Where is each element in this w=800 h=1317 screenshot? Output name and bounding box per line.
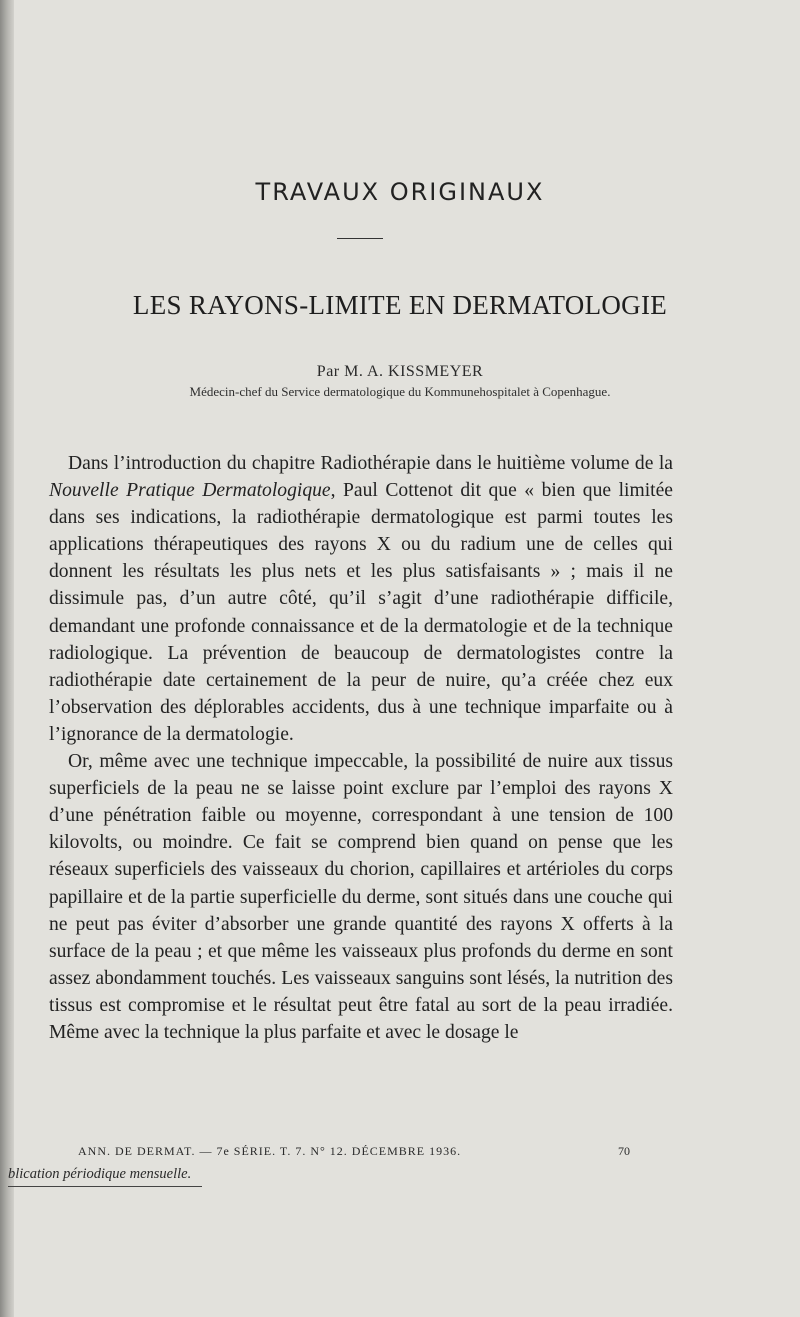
author-line: Par M. A. KISSMEYER — [316, 363, 484, 380]
paragraph-1-text-b: , Paul Cottenot dit que « bien que limitée dans ses indications, la radiothérapie dermatologique est parmi toutes les applications thérapeutiques des rayons X ou du radium une de celles qui donnent les résultats les plus nets et les plus satisfaisants » ; mais il ne dissimule pas, d’un autre côté, qu’il s’agit d’une radiothérapie difficile, demandant une profonde connaissance et de la dermatologie et de la technique radiologique. La prévention de beaucoup de dermatologistes contre la radiothérapie date certainement de la peur de nuire, qu’a créée chez eux l’observation des déplorables accidents, dus à une technique imparfaite ou à l’ignorance de la dermatologie. — [49, 480, 673, 745]
section-title: TRAVAUX ORIGINAUX — [255, 178, 545, 206]
paragraph-1-text-a: Dans l’introduction du chapitre Radiothérapie dans le huitième volume de la — [68, 453, 673, 474]
imprint-note: blication périodique mensuelle. — [8, 1166, 202, 1187]
article-body — [49, 450, 673, 1046]
page-number: 70 — [618, 1144, 630, 1158]
paragraph-2: Or, même avec une technique impeccable, la possibilité de nuire aux tissus superficiels de la peau ne se laisse point exclure par l’emploi des rayons X d’une pénétration faible ou moyenne, correspondant à une tension de 100 kilovolts, ou moindre. Ce fait se comprend bien quand on pense que les réseaux superficiels des vaisseaux du chorion, capillaires et artérioles du corps papillaire et de la partie superficielle du derme, sont situés dans une couche qui ne peut pas éviter d’absorber une grande quantité des rayons X offerts à la surface de la peau ; et que même les vaisseaux plus profonds du derme en sont assez abondamment touchés. Les vaisseaux sanguins sont lésés, la nutrition des tissus est compromise et le résultat peut être fatal au sort de la peau irradiée. Même avec la technique la plus parfaite et avec le dosage le — [49, 751, 673, 1043]
author-affiliation: Médecin-chef du Service dermatologique du Kommunehospitalet à Copenhague. — [189, 384, 611, 399]
paragraph-1 — [49, 450, 673, 748]
journal-footer — [78, 1144, 638, 1159]
article-title: LES RAYONS-LIMITE EN DERMATOLOGIE — [132, 290, 668, 320]
book-title: Nouvelle Pratique Dermatologique — [49, 480, 331, 502]
title-rule — [337, 238, 383, 239]
journal-reference: ANN. DE DERMAT. — 7e SÉRIE. T. 7. N° 12. DÉCEMBRE 1936. — [78, 1144, 462, 1158]
